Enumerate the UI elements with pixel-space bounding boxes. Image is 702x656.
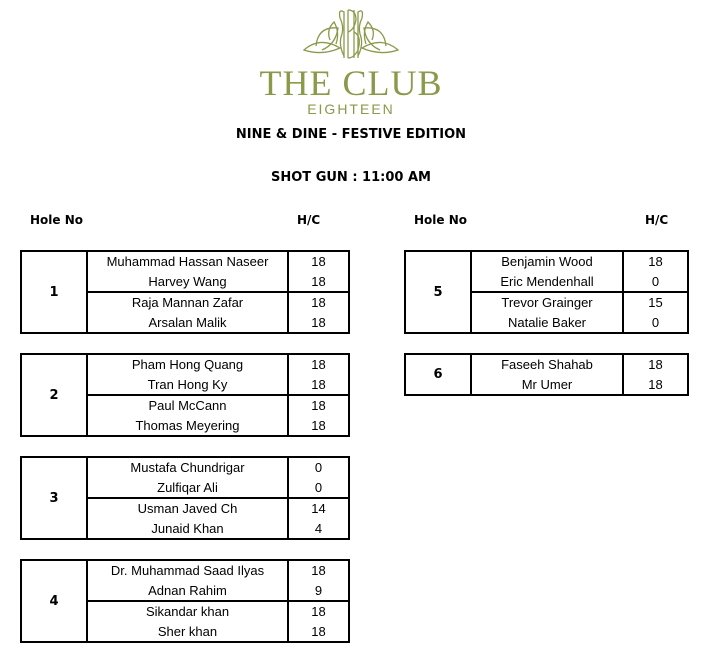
player-name: Paul McCann	[87, 395, 288, 416]
player-handicap: 0	[288, 478, 349, 499]
player-handicap: 0	[623, 313, 688, 334]
player-row	[21, 457, 349, 478]
player-name: Arsalan Malik	[148, 314, 227, 330]
hole-group-table	[20, 559, 350, 643]
player-name: Mustafa Chundrigar	[130, 460, 245, 476]
player-handicap: 18	[288, 375, 349, 396]
player-row	[21, 560, 349, 581]
hole-group-table	[404, 250, 689, 334]
player-handicap: 0	[623, 272, 688, 293]
player-handicap: 18	[288, 354, 349, 375]
player-handicap: 15	[623, 292, 688, 313]
player-handicap: 18	[288, 560, 349, 581]
player-row	[405, 354, 688, 375]
event-title: NINE & DINE - FESTIVE EDITION	[235, 127, 467, 142]
hole-group-table	[404, 353, 689, 396]
player-handicap: 18	[288, 622, 349, 643]
player-name: Usman Javed Ch	[87, 498, 288, 519]
player-name: Zulfiqar Ali	[157, 479, 218, 495]
player-handicap: 18	[288, 313, 349, 334]
right-hc-header: H/C	[645, 213, 669, 227]
hole-number: 4	[21, 560, 87, 642]
player-row	[21, 354, 349, 375]
player-row	[21, 251, 349, 272]
player-handicap: 9	[288, 581, 349, 602]
left-hc-header: H/C	[297, 213, 321, 227]
player-name: Benjamin Wood	[501, 254, 593, 270]
hole-group-table	[20, 456, 350, 540]
hole-number: 2	[21, 354, 87, 436]
player-name: Junaid Khan	[151, 520, 224, 536]
player-handicap: 18	[288, 601, 349, 622]
shotgun-time: SHOT GUN : 11:00 AM	[271, 170, 431, 185]
player-name: Trevor Grainger	[471, 292, 623, 313]
hole-number: 6	[405, 354, 471, 395]
club-eighteen-logo-icon	[300, 6, 402, 64]
hole-number: 1	[21, 251, 87, 333]
player-handicap: 0	[288, 457, 349, 478]
player-name: Natalie Baker	[507, 314, 587, 330]
player-handicap: 18	[288, 416, 349, 437]
player-handicap: 18	[288, 272, 349, 293]
player-name: Mr Umer	[521, 376, 573, 392]
player-handicap: 18	[623, 375, 688, 396]
player-name: Adnan Rahim	[148, 582, 227, 598]
right-hole-no-header: Hole No	[414, 213, 468, 227]
player-name: Sher khan	[157, 623, 218, 639]
brand-subtitle: EIGHTEEN	[307, 101, 395, 117]
left-hole-no-header: Hole No	[30, 213, 84, 227]
player-handicap: 4	[288, 519, 349, 540]
player-name: Eric Mendenhall	[500, 273, 594, 289]
player-handicap: 18	[623, 354, 688, 375]
player-name: Raja Mannan Zafar	[87, 292, 288, 313]
player-name: Tran Hong Ky	[147, 376, 228, 392]
player-handicap: 18	[288, 292, 349, 313]
player-name: Faseeh Shahab	[501, 357, 593, 373]
player-name: Thomas Meyering	[135, 417, 240, 433]
player-name: Harvey Wang	[148, 273, 227, 289]
player-handicap: 18	[288, 395, 349, 416]
player-name: Dr. Muhammad Saad Ilyas	[110, 563, 265, 579]
player-name: Pham Hong Quang	[131, 357, 244, 373]
player-name: Sikandar khan	[87, 601, 288, 622]
player-row	[405, 251, 688, 272]
player-handicap: 18	[623, 251, 688, 272]
player-handicap: 14	[288, 498, 349, 519]
player-handicap: 18	[288, 251, 349, 272]
player-name: Muhammad Hassan Naseer	[106, 254, 269, 270]
hole-number: 3	[21, 457, 87, 539]
hole-group-table	[20, 250, 350, 334]
brand-name: THE CLUB	[259, 63, 443, 103]
hole-number: 5	[405, 251, 471, 333]
hole-group-table	[20, 353, 350, 437]
